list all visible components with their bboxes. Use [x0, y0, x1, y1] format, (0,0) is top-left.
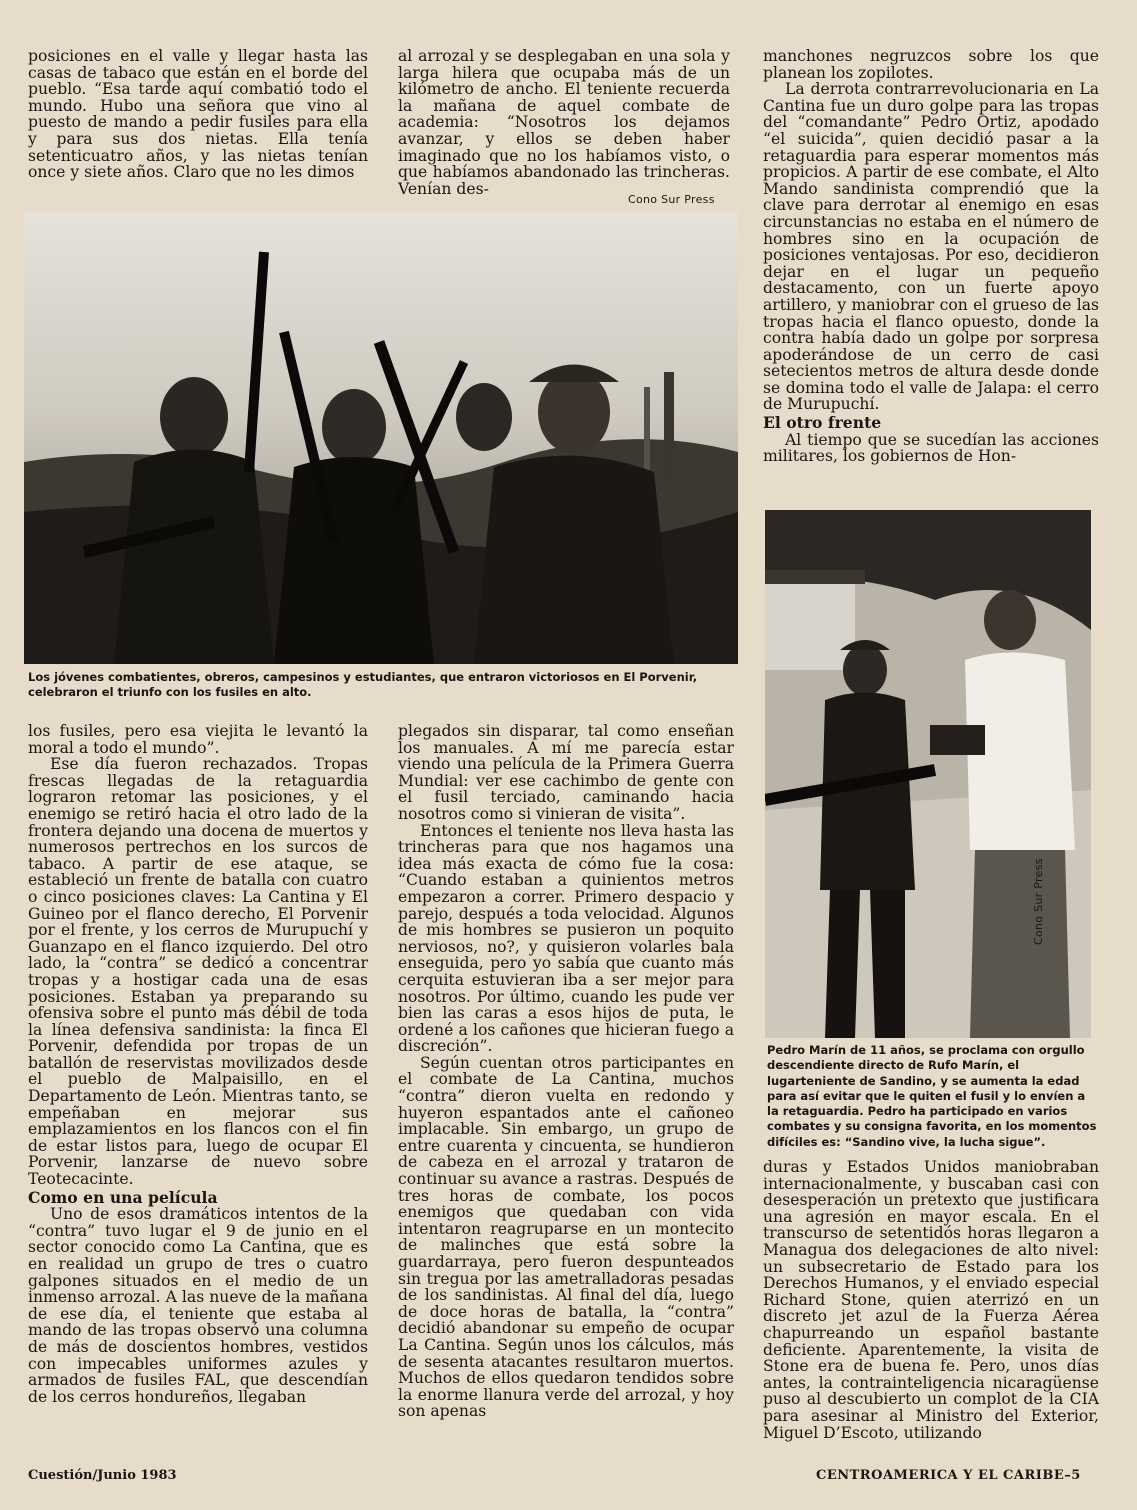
- paragraph: los fusiles, pero esa viejita le levantó la moral a todo el mundo”.: [28, 722, 368, 757]
- photo2-caption: Pedro Marín de 11 años, se proclama con orgullo descendiente directo de Rufo Marín, el lugarteniente de Sandino, y se aumenta la edad para así evitar que le quiten el fusil y lo envíen a la retaguardia. Pedro ha participado en varios combates y su consigna favorita, en los momentos difíciles es: “Sandino vive, la lucha sigue”.: [767, 1043, 1097, 1149]
- paragraph: Entonces el teniente nos lleva hasta las trincheras para que nos hagamos una idea más exacta de cómo fue la cosa: “Cuando estaban a quinientos metros empezaron a correr. Primero despacio y parejo, después a toda velocidad. Algunos de mis hombres se pusieron un poquito nerviosos, no?, y quisieron volarles bala enseguida, pero yo sabía que cuanto más cerquita estuvieran iba a ser mejor para nosotros. Por último, cuando les pude ver bien las caras a esos hijos de puta, le ordené a los cañones que hicieran fuego a discreción”.: [398, 821, 734, 1056]
- combatants-photo-image: [24, 212, 738, 664]
- boy-soldier-photo: [765, 510, 1091, 1038]
- paragraph: plegados sin disparar, tal como enseñan los manuales. A mí me parecía estar viendo una película de la Primera Guerra Mundial: ver ese cachimbo de gente con el fusil terciado, caminando hacia nosotros como si vinieran de visita”.: [398, 722, 734, 823]
- paragraph: Ese día fueron rechazados. Tropas frescas llegadas de la retaguardia lograron retomar las posiciones, y el enemigo se retiró hacia el otro lado de la frontera dejando una docena de muertos y numerosos pertrechos en los surcos de tabaco. A partir de ese ataque, se estableció un frente de batalla con cuatro o cinco posiciones claves: La Cantina y El Guineo por el flanco derecho, El Porvenir por el frente, y los cerros de Murupuchí y Guanzapo en el flanco izquierdo. Del otro lado, la “contra” se dedicó a concentrar tropas y a hostigar cada una de esas posiciones. Estaban ya preparando su ofensiva sobre el punto más débil de toda la línea defensiva sandinista: la finca El Porvenir, defendida por tropas de un batallón de reservistas movilizados desde el pueblo de Malpaisillo, en el Departamento de León. Mientras tanto, se empeñaban en mejorar sus emplazamientos en los flancos con el fin de estar listos para, luego de ocupar El Porvenir, lanzarse de nuevo sobre Teotecacinte.: [28, 755, 368, 1189]
- paragraph: Según cuentan otros participantes en el combate de La Cantina, muchos “contra” dieron vuelta en redondo y huyeron espantados ante el cañoneo implacable. Sin embargo, un grupo de entre cuarenta y cincuenta, se hundieron de cabeza en el arrozal y trataron de continuar su avance a rastras. Después de tres horas de combate, los pocos enemigos que quedaban con vida intentaron reagruparse en un montecito de malinches que está sobre la guardarraya, pero fueron despunteados sin tregua por las ametralladoras pesadas de los sandinistas. Al final del día, luego de doce horas de batalla, la “contra” decidió abandonar su empeño de ocupar La Cantina. Según unos los cálculos, más de sesenta atacantes resultaron muertos. Muchos de ellos quedaron tendidos sobre la enorme llanura verde del arrozal, y hoy son apenas: [398, 1053, 734, 1421]
- col2-bottom-text: [398, 723, 734, 1420]
- section-heading: El otro frente: [763, 413, 882, 433]
- paragraph: La derrota contrarrevolucionaria en La Cantina fue un duro golpe para las tropas del “comandante” Pedro Ortiz, apodado “el suicida”, quien decidió pasar a la retaguardia para esperar momentos más propicios. A partir de ese combate, el Alto Mando sandinista comprendió que la clave para derrotar al enemigo en esas circunstancias no estaba en el número de hombres sino en la ocupación de posiciones ventajosas. Por eso, decidieron dejar en el lugar un pequeño destacamento, con un fuerte apoyo artillero, y maniobrar con el grueso de las tropas hacia el flanco opuesto, donde la contra había dado un golpe por sorpresa apoderándose de un cerro de casi setecientos metros de altura desde donde se domina todo el valle de Jalapa: el cerro de Murupuchí.: [763, 80, 1099, 414]
- col2-top-text: [398, 48, 730, 197]
- paragraph: al arrozal y se desplegaban en una sola y larga hilera que ocupaba más de un kilómetro de ancho. El teniente recuerda la mañana de aquel combate de academia: “Nosotros los dejamos avanzar, y ellos se deben haber imaginado que no los habíamos visto, o que habíamos abandonado las trincheras. Venían des-: [398, 47, 730, 198]
- col1-bottom-text: [28, 723, 368, 1405]
- paragraph: manchones negruzcos sobre los que planean los zopilotes.: [763, 47, 1099, 82]
- photo1-caption: Los jóvenes combatientes, obreros, campesinos y estudiantes, que entraron victoriosos en El Porvenir, celebraron el triunfo con los fusiles en alto.: [28, 670, 698, 700]
- section-heading: Como en una película: [28, 1187, 218, 1207]
- paragraph: Al tiempo que se sucedían las acciones militares, los gobiernos de Hon-: [763, 430, 1099, 466]
- paragraph: Uno de esos dramáticos intentos de la “contra” tuvo lugar el 9 de junio en el sector conocido como La Cantina, que es en realidad un grupo de tres o cuatro galpones situados en el medio de un inmenso arrozal. A las nueve de la mañana de ese día, el teniente que estaba al mando de las tropas observó una columna de más de doscientos hombres, vestidos con impecables uniformes azules y armados de fusiles FAL, que descendían de los cerros hondureños, llegaban: [28, 1205, 368, 1406]
- col3-top-text: [763, 48, 1099, 465]
- paragraph: duras y Estados Unidos maniobraban internacionalmente, y buscaban casi con desesperación un pretexto que justificara una agresión en mayor escala. En el transcurso de setentidós horas llegaron a Managua dos delegaciones de alto nivel: un subsecretario de Estado para los Derechos Humanos, y el enviado especial Richard Stone, quien aterrizó en un discreto jet azul de la Fuerza Aérea chapurreando un español bastante deficiente. Aparentemente, la visita de Stone era de buena fe. Pero, unos días antes, la contrainteligencia nicaragüense puso al descubierto un complot de la CIA para asesinar al Ministro del Exterior, Miguel D’Escoto, utilizando: [763, 1158, 1099, 1442]
- photo2-credit: Cono Sur Press: [1032, 858, 1045, 945]
- footer-right: CENTROAMERICA Y EL CARIBE–5: [816, 1468, 1081, 1483]
- paragraph: posiciones en el valle y llegar hasta las casas de tabaco que están en el borde del pueblo. “Esa tarde aquí combatió todo el mundo. Hubo una señora que vino al puesto de mando a pedir fusiles para ella y para sus dos nietas. Ella tenía setenticuatro años, y las nietas tenían once y siete años. Claro que no les dimos: [28, 47, 368, 182]
- photo1-credit: Cono Sur Press: [628, 193, 715, 206]
- footer-left: Cuestión/Junio 1983: [28, 1468, 177, 1483]
- col3-bottom-text: [763, 1159, 1099, 1441]
- combatants-photo: [24, 212, 738, 664]
- boy-soldier-photo-image: [765, 510, 1091, 1038]
- col1-top-text: [28, 48, 368, 181]
